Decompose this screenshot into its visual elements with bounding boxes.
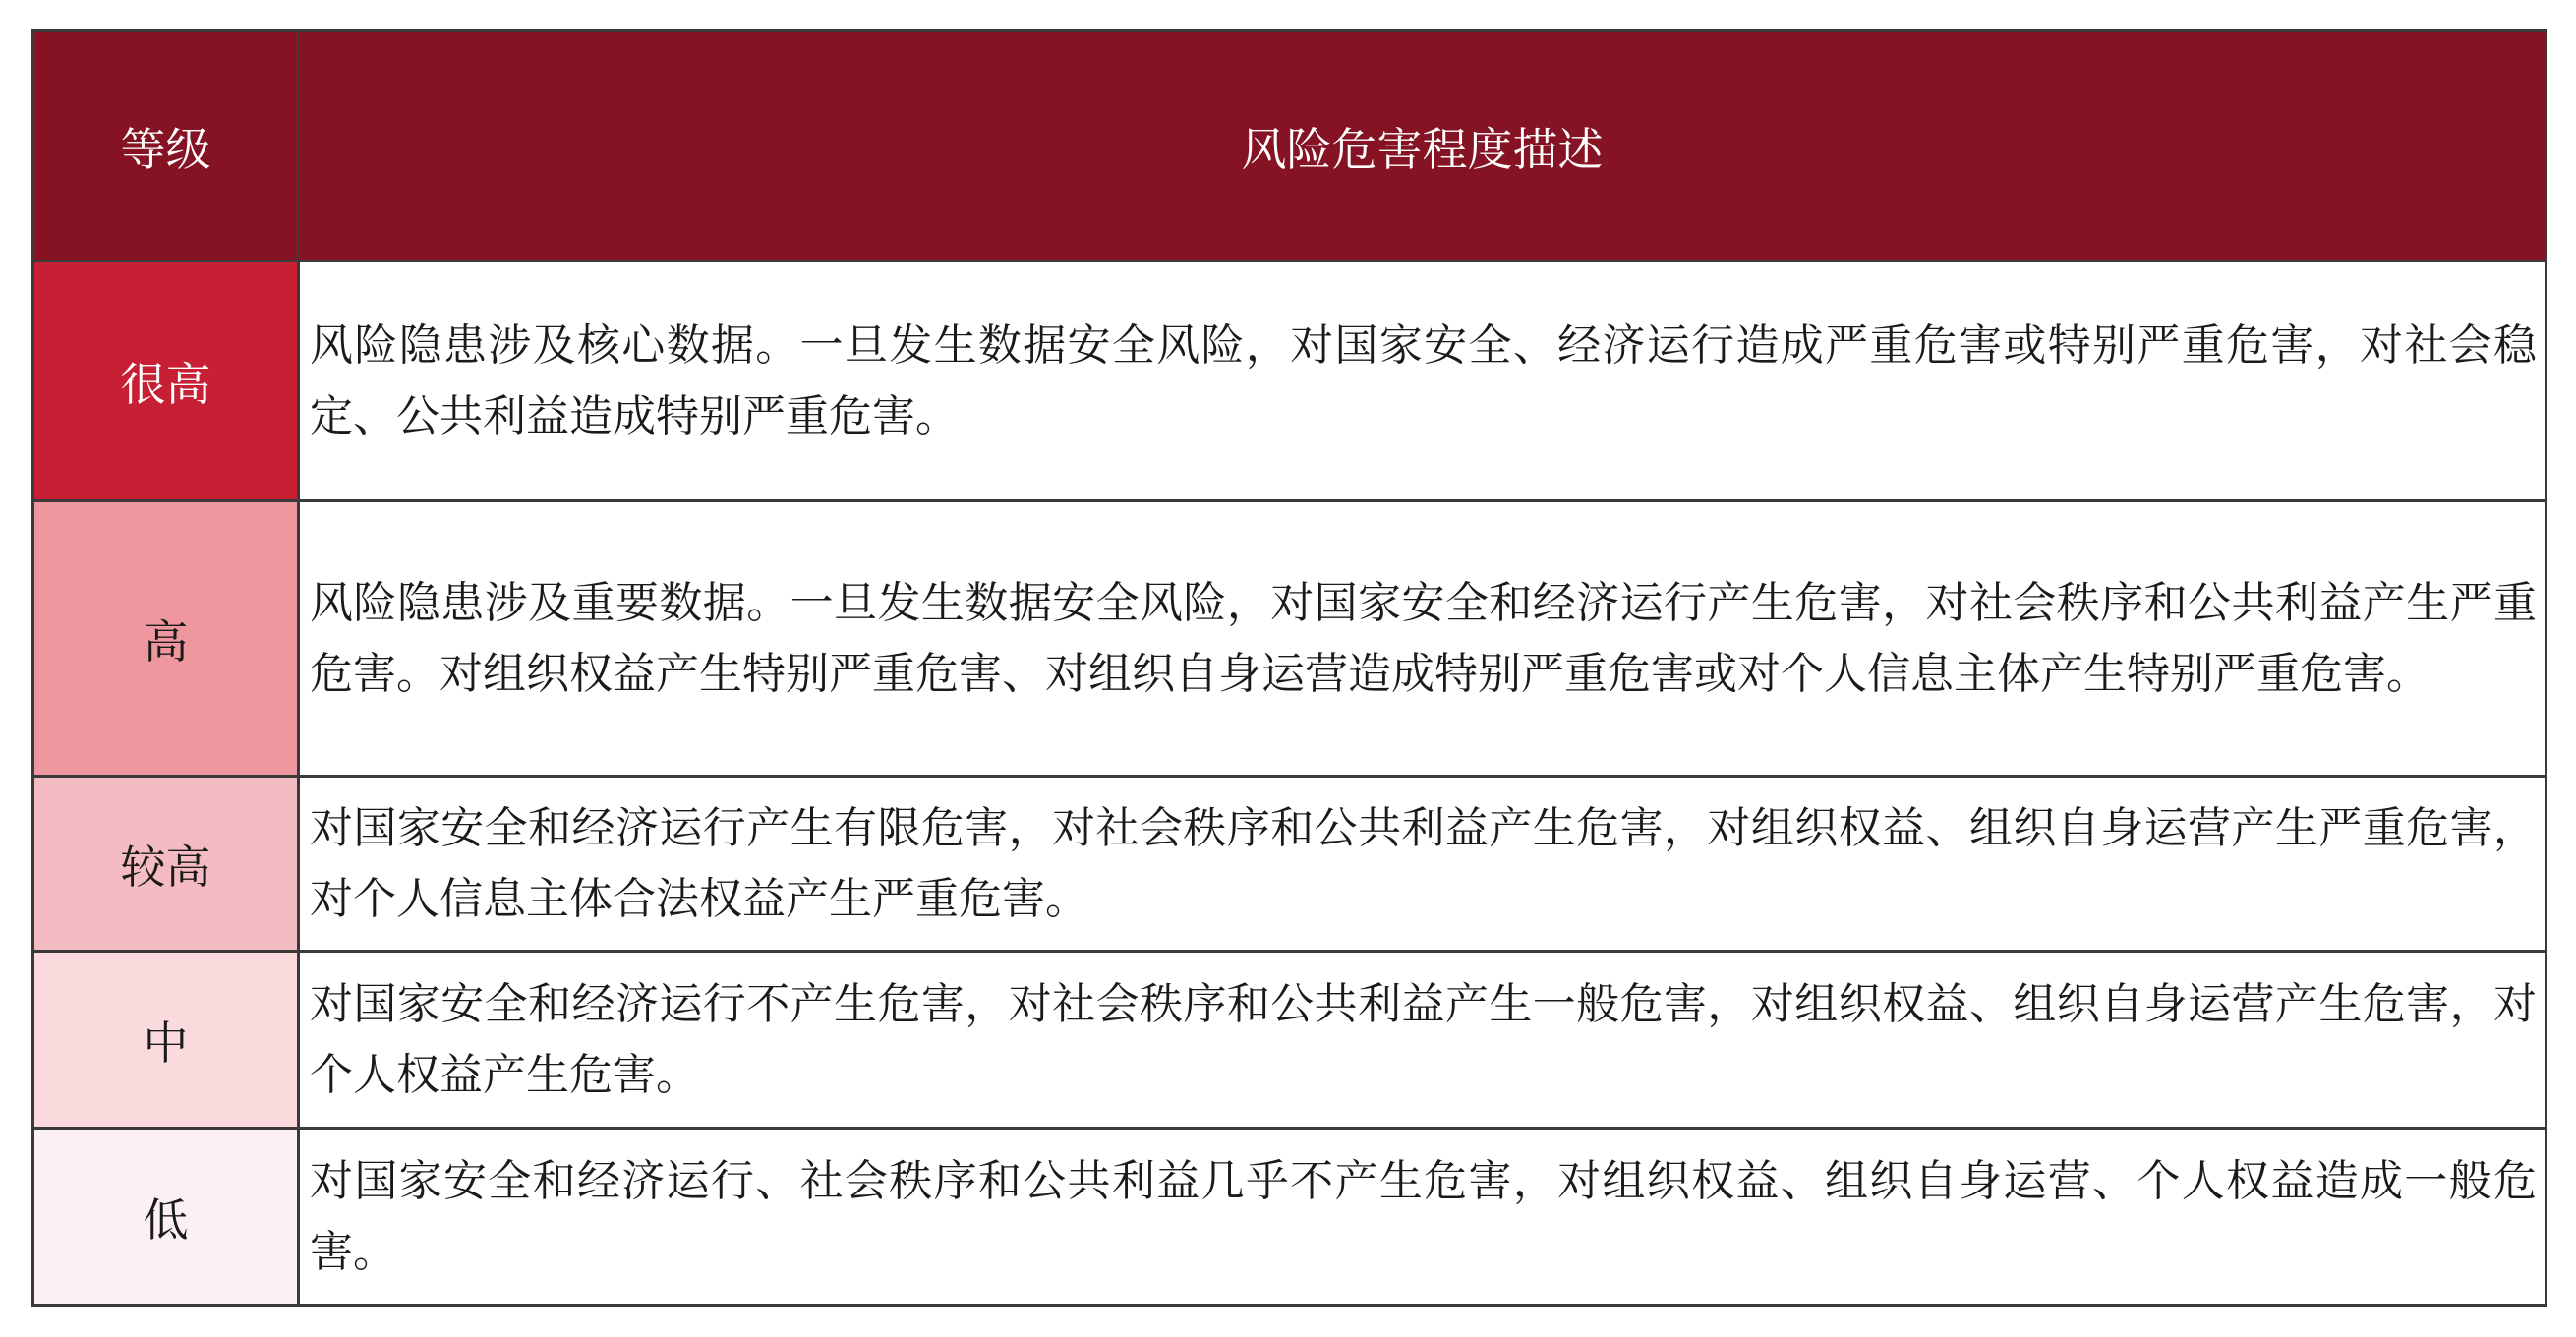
table-row — [33, 501, 2547, 777]
level-cell: 低 — [33, 1129, 299, 1306]
level-cell: 较高 — [33, 777, 299, 952]
table-row — [33, 1129, 2547, 1306]
table-row — [33, 952, 2547, 1129]
description-cell: 风险隐患涉及核心数据。一旦发生数据安全风险，对国家安全、经济运行造成严重危害或特别严重危害，对社会稳定、公共利益造成特别严重危害。 — [299, 262, 2547, 501]
description-cell: 对国家安全和经济运行产生有限危害，对社会秩序和公共利益产生危害，对组织权益、组织自身运营产生严重危害，对个人信息主体合法权益产生严重危害。 — [299, 777, 2547, 952]
table-row — [33, 777, 2547, 952]
risk-level-table — [31, 29, 2547, 1307]
description-cell: 对国家安全和经济运行不产生危害，对社会秩序和公共利益产生一般危害，对组织权益、组织自身运营产生危害，对个人权益产生危害。 — [299, 952, 2547, 1129]
table-header-row — [33, 31, 2547, 262]
level-cell: 很高 — [33, 262, 299, 501]
level-cell: 中 — [33, 952, 299, 1129]
level-cell: 高 — [33, 501, 299, 777]
description-cell: 对国家安全和经济运行、社会秩序和公共利益几乎不产生危害，对组织权益、组织自身运营、个人权益造成一般危害。 — [299, 1129, 2547, 1306]
table-row — [33, 262, 2547, 501]
header-level: 等级 — [33, 31, 299, 262]
header-description: 风险危害程度描述 — [299, 31, 2547, 262]
description-cell: 风险隐患涉及重要数据。一旦发生数据安全风险，对国家安全和经济运行产生危害，对社会秩序和公共利益产生严重危害。对组织权益产生特别严重危害、对组织自身运营造成特别严重危害或对个人信息主体产生特别严重危害。 — [299, 501, 2547, 777]
